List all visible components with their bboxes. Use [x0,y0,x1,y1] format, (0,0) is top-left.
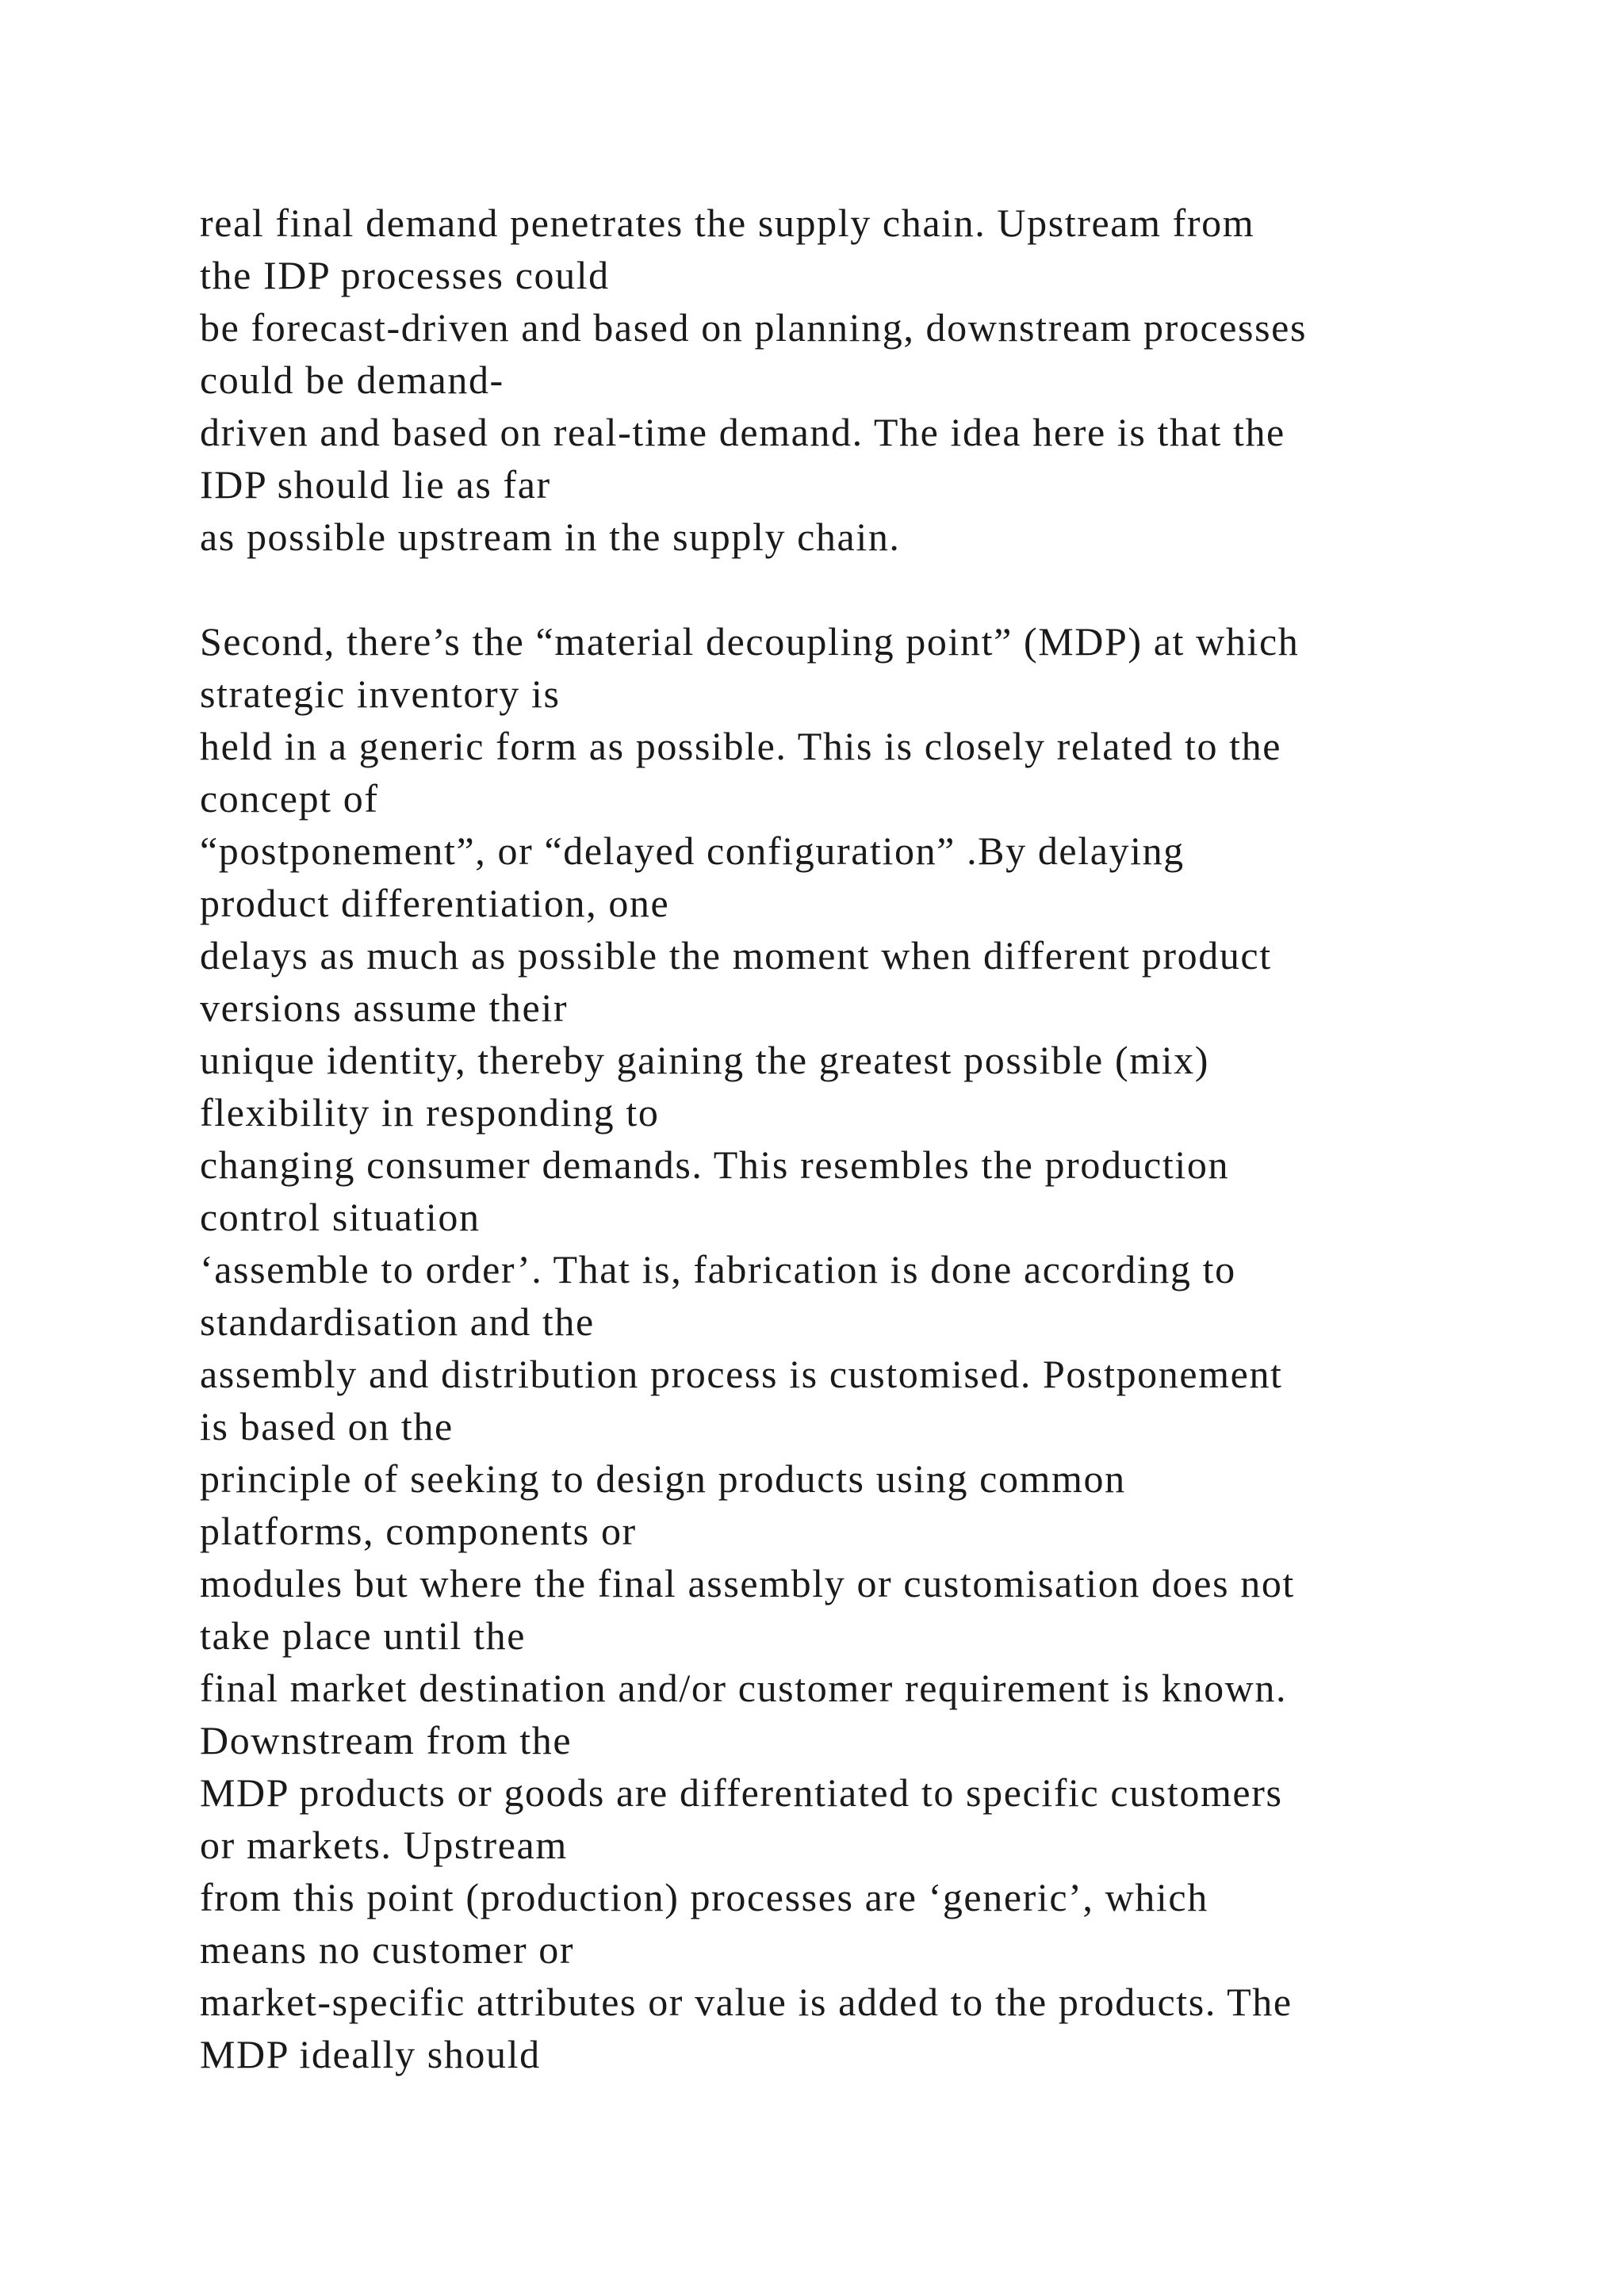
paragraph-1 [200,197,1611,563]
text-line: as possible upstream in the supply chain. [200,515,901,559]
text-line: from this point (production) processes are ‘generic’, which [200,1875,1208,1919]
text-line: Second, there’s the “material decoupling point” (MDP) at which [200,619,1300,664]
text-line: take place until the [200,1613,527,1658]
paragraph-2 [200,615,1611,2080]
text-line: driven and based on real-time demand. The idea here is that the [200,410,1285,454]
text-line: assembly and distribution process is customised. Postponement [200,1352,1283,1396]
text-line: real final demand penetrates the supply chain. Upstream from [200,201,1255,245]
text-line: market-specific attributes or value is added to the products. The [200,1980,1293,2024]
text-line: be forecast-driven and based on planning, downstream processes [200,305,1308,350]
text-line: versions assume their [200,985,569,1030]
text-line: standardisation and the [200,1299,595,1344]
text-line: unique identity, thereby gaining the greatest possible (mix) [200,1038,1210,1082]
text-line: is based on the [200,1404,454,1448]
text-line: final market destination and/or customer requirement is known. [200,1666,1288,1710]
document-body [200,197,1611,2080]
text-line: means no customer or [200,1927,575,1972]
text-line: the IDP processes could [200,253,610,297]
text-line: MDP ideally should [200,2032,541,2076]
text-line: “postponement”, or “delayed configuration” .By delaying [200,828,1185,873]
text-line: or markets. Upstream [200,1823,568,1867]
text-line: could be demand- [200,358,504,402]
text-line: IDP should lie as far [200,462,551,507]
text-line: ‘assemble to order’. That is, fabrication is done according to [200,1247,1236,1292]
text-line: strategic inventory is [200,672,561,716]
text-line: platforms, components or [200,1509,637,1553]
text-line: concept of [200,776,379,821]
text-line: control situation [200,1195,481,1239]
text-line: delays as much as possible the moment when different product [200,933,1272,978]
text-line: MDP products or goods are differentiated to specific customers [200,1770,1283,1815]
text-line: modules but where the final assembly or customisation does not [200,1561,1295,1605]
text-line: principle of seeking to design products using common [200,1456,1126,1501]
text-line: Downstream from the [200,1718,573,1762]
paragraph-gap [200,563,1611,615]
text-line: product differentiation, one [200,881,670,925]
text-line: changing consumer demands. This resembles the production [200,1142,1230,1187]
text-line: held in a generic form as possible. This is closely related to the [200,724,1282,768]
text-line: flexibility in responding to [200,1090,660,1135]
